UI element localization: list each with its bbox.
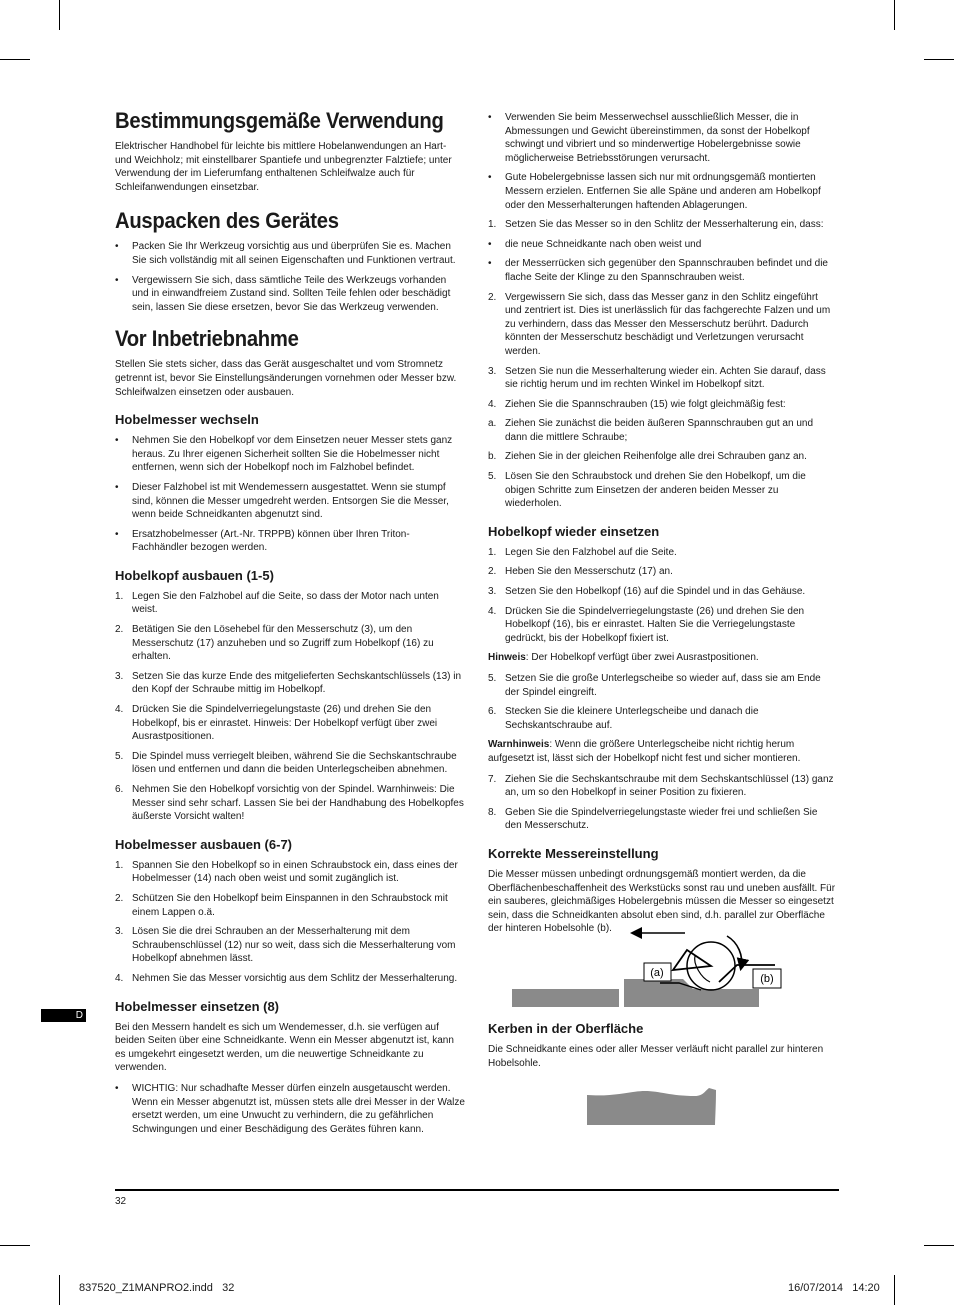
list-item: • WICHTIG: Nur schadhafte Messer dürfen einzeln ausgetauscht werden. Wenn ein Messer abgenutzt ist, müssen stets alle drei Messer in der Walze ersetzt werden, um eine Unwucht zu verhindern, die zu gefährlichen Schwingungen und einer Beschädigung des Gerätes führen kann. (115, 1082, 465, 1135)
list-item: 5. Die Spindel muss verriegelt bleiben, während Sie die Sechskantschraube lösen und entfernen und dann die beiden Unterlegscheiben abnehmen. (115, 750, 457, 776)
warning-text: Warnhinweis: Wenn die größere Unterlegscheibe nicht richtig herum aufgesetzt ist, lässt sich der Hobelkopf nicht fest und sicher montieren. (488, 739, 801, 764)
reinstall-steps-list-3 (488, 773, 836, 833)
list-item: 6. Nehmen Sie den Hobelkopf vorsichtig von der Spindel. Warnhinweis: Die Messer sind sehr scharf. Lassen Sie bei der Handhabung des Hobelkopfes äußerste Vorsicht walten! (115, 784, 464, 823)
page-number: 32 (115, 1196, 127, 1207)
left-column (115, 104, 465, 1142)
heading-notches: Kerben in der Oberfläche (488, 1021, 644, 1036)
list-item: 3. Lösen Sie die drei Schrauben an der Messerhalterung mit dem Schraubenschlüssel (12) nur so weit, dass sich die Messerhalterung vom Hobelkopf abnehmen lässt. (115, 926, 456, 965)
heading-before-use: Vor Inbetriebnahme (115, 326, 299, 352)
list-item: • Verwenden Sie beim Messerwechsel ausschließlich Messer, die in Abmessungen und Gewicht übereinstimmen, da sonst der Hobelkopf schwingt und vibriert und so minderwertige Hobelergebnisse sowie möglicherweise Betriebsstörungen verursacht. (488, 112, 810, 164)
heading-reinstall-head: Hobelkopf wieder einsetzen (488, 523, 660, 539)
right-column (488, 111, 836, 943)
list-item: • Vergewissern Sie sich, dass sämtliche Teile des Werkzeugs vorhanden und in einwandfreiem Zustand sind. Sollten Teile fehlen oder beschädigt sein, lassen Sie diese ersetzen, bevor Sie das Werkzeug verwenden. (115, 274, 451, 313)
heading-intended-use: Bestimmungsgemäße Verwendung (115, 108, 444, 133)
list-item: 1. Spannen Sie den Hobelkopf so in einen Schraubstock ein, dass eines der Hobelmesser (14) nach oben weist und somit zugänglich ist. (115, 859, 458, 885)
remove-knives-list (115, 859, 465, 986)
heading-change-knives: Hobelmesser wechseln (115, 412, 259, 428)
list-item: 4. Nehmen Sie das Messer vorsichtig aus dem Schlitz der Messerhalterung. (115, 972, 458, 984)
heading-insert-knives: Hobelmesser einsetzen (8) (115, 998, 280, 1014)
notches-section (488, 1017, 836, 1077)
language-tab: D (41, 1009, 86, 1022)
knife-setting-figure (505, 920, 795, 1012)
crop-mark (0, 59, 30, 60)
heading-correct-setting: Korrekte Messereinstellung (488, 845, 659, 861)
crop-mark (894, 0, 895, 30)
slug-date: 16/07/2014 14:20 (788, 1282, 880, 1294)
reinstall-steps-list (488, 546, 836, 646)
unpack-list (115, 240, 465, 314)
figure-label-b: (b) (760, 973, 774, 985)
list-item: 3. Setzen Sie nun die Messerhalterung wieder ein. Achten Sie darauf, dass sie richtig herum und im rechten Winkel im Hobelkopf sitzt. (488, 365, 826, 391)
list-item: 5. Setzen Sie die große Unterlegscheibe so wieder auf, dass sie am Ende der Spindel eingreift. (488, 673, 821, 698)
list-item: a. Ziehen Sie zunächst die beiden äußeren Spannschrauben gut an und dann die mittlere Schraube; (488, 418, 814, 443)
list-item: 8. Geben Sie die Spindelverriegelungstaste wieder frei und schließen Sie den Messerschutz. (488, 806, 818, 832)
notches-text: Die Schneidkante eines oder aller Messer verläuft nicht parallel zur hinteren Hobelsohle. (488, 1044, 824, 1069)
list-item: 1. Legen Sie den Falzhobel auf die Seite. (488, 546, 677, 558)
list-item: • Nehmen Sie den Hobelkopf vor dem Einsetzen neuer Messer stets ganz heraus. Zu Ihrer eigenen Sicherheit sollten Sie die Hobelmesser nicht entfernen, wenn sich der Hobelkopf noch im Falzhobel befindet. (115, 435, 453, 474)
note-text: Hinweis: Der Hobelkopf verfügt über zwei Ausrastpositionen. (488, 652, 759, 664)
heading-unpacking: Auspacken des Gerätes (115, 208, 339, 234)
heading-remove-knives: Hobelmesser ausbauen (6-7) (115, 836, 293, 852)
list-item: 6. Stecken Sie die kleinere Unterlegscheibe und danach die Sechskantschraube auf. (488, 706, 759, 731)
list-item: • Dieser Falzhobel ist mit Wendemessern ausgestattet. Wenn sie stumpf sind, können die Messer umgedreht werden. Entsorgen Sie die Messer, wenn beide Schneidkanten abgenutzt sind. (115, 481, 449, 521)
intended-use-text: Elektrischer Handhobel für leichte bis mittlere Hobelanwendungen an Hart- und Weichholz; mit einstellbarer Spantiefe und unbegrenzter Falztiefe; unter Verwendung der im Lieferumfang enthaltenen Schleifwalze auch für Schleifanwendungen einsetzbar. (115, 141, 452, 193)
crop-mark (59, 1275, 60, 1305)
notches-illustration (585, 1088, 720, 1128)
list-item: 7. Ziehen Sie die Sechskantschraube mit dem Sechskantschlüssel (13) ganz an, um so den Hobelkopf in seiner Position zu fixieren. (488, 773, 834, 799)
list-item: 4. Drücken Sie die Spindelverriegelungstaste (26) und drehen Sie den Hobelkopf (16), bis er einrastet. Halten Sie die Verriegelungstaste gedrückt, bis der Hobelkopf fixiert ist. (488, 605, 805, 644)
list-item: • Ersatzhobelmesser (Art.-Nr. TRPPB) können über Ihren Triton-Fachhändler bezogen werden. (115, 528, 410, 554)
crop-mark (59, 0, 60, 30)
list-item: • der Messerrücken sich gegenüber den Spannschrauben befindet und die flache Seite der Klinge zu den Spannschrauben weist. (488, 258, 828, 283)
insert-steps-list (488, 218, 836, 511)
insert-knives-text: Bei den Messern handelt es sich um Wendemesser, d.h. sie verfügen auf beiden Seiten über eine Schneidkante. Wenn ein Messer abgenutzt ist, kann es umgekehrt eingesetzt werden, um die neuwertige Schneidkante zu verwenden. (115, 1021, 454, 1074)
figure-label-a: (a) (650, 967, 664, 979)
before-use-text: Stellen Sie stets sicher, dass das Gerät ausgeschaltet und vom Stromnetz getrennt ist, bevor Sie Einstellungsänderungen vornehmen oder Messer bzw. Schleifwalzen einsetzen oder ausbauen. (115, 359, 457, 398)
list-item: 2. Heben Sie den Messerschutz (17) an. (488, 566, 673, 578)
list-item: 1. Setzen Sie das Messer so in den Schlitz der Messerhalterung ein, dass: (488, 219, 824, 231)
list-item: • Gute Hobelergebnisse lassen sich nur mit ordnungsgemäß montierten Messern erzielen. Entfernen Sie alle Späne und anderen am Hobelkopf oder den Messerhalterungen haftenden Ablagerungen. (488, 172, 821, 211)
slug-filename: 837520_Z1MANPRO2.indd 32 (79, 1282, 235, 1294)
footer-rule (115, 1189, 839, 1191)
list-item: 2. Schützen Sie den Hobelkopf beim Einspannen in den Schraubstock mit einem Lappen o.ä. (115, 892, 448, 918)
list-item: b. Ziehen Sie in der gleichen Reihenfolge alle drei Schrauben ganz an. (488, 451, 807, 463)
correct-setting-text: Die Messer müssen unbedingt ordnungsgemäß montiert werden, da die Oberflächenbeschaffenheit des Werkstücks sonst rau und uneben ausfällt. Für ein sauberes, gleichmäßiges Hobelergebnis müssen die Messer so eingesetzt sein, dass die Schneidkanten absolut eben sind, d.h. parallel zur Oberfläche der hinteren Hobelsohle (b). (488, 868, 836, 935)
change-knives-list (115, 434, 465, 555)
list-item: 3. Setzen Sie den Hobelkopf (16) auf die Spindel und in das Gehäuse. (488, 586, 806, 598)
crop-mark (924, 1245, 954, 1246)
remove-head-list (115, 590, 465, 824)
list-item: 2. Betätigen Sie den Lösehebel für den Messerschutz (3), um den Messerschutz (17) anzuheben und so Zugriff zum Hobelkopf (16) zu erhalten. (115, 624, 434, 663)
reinstall-steps-list-2 (488, 672, 836, 732)
insert-knives-list (115, 1082, 465, 1136)
list-item: 5. Lösen Sie den Schraubstock und drehen Sie den Hobelkopf, um die obigen Schritte zum Einsetzen der anderen beiden Messer zu wiederholen. (488, 471, 806, 510)
list-item: • die neue Schneidkante nach oben weist und (488, 238, 702, 250)
list-item: 2. Vergewissern Sie sich, dass das Messer ganz in den Schlitz eingeführt und zentriert ist. Dies ist unerlässlich für das fachgerechte Falzen und um zu verhindern, dass das Messer den Messerschutz berührt. Dadurch könnten der Messerschutz beschädigt und Verletzungen verursacht werden. (488, 291, 831, 357)
knife-setting-illustration (505, 920, 795, 1012)
list-item: 1. Legen Sie den Falzhobel auf die Seite, so dass der Motor nach unten weist. (115, 590, 439, 616)
list-item: 4. Ziehen Sie die Spannschrauben (15) wie folgt gleichmäßig fest: (488, 398, 786, 410)
crop-mark (0, 1245, 30, 1246)
heading-remove-head: Hobelkopf ausbauen (1-5) (115, 567, 274, 583)
knife-bullet-list (488, 111, 836, 212)
list-item: 4. Drücken Sie die Spindelverriegelungstaste (26) und drehen Sie den Hobelkopf, bis er einrastet. Hinweis: Der Hobelkopf verfügt über zwei Ausrastpositionen. (115, 704, 438, 743)
notches-figure (585, 1088, 720, 1128)
crop-mark (894, 1275, 895, 1305)
crop-mark (924, 59, 954, 60)
list-item: 3. Setzen Sie das kurze Ende des mitgelieferten Sechskantschlüssels (13) in den Kopf der Schraube mittig im Hobelkopf. (115, 670, 462, 696)
list-item: • Packen Sie Ihr Werkzeug vorsichtig aus und überprüfen Sie es. Machen Sie sich vollständig mit all seinen Eigenschaften und Funktionen vertraut. (115, 241, 456, 266)
